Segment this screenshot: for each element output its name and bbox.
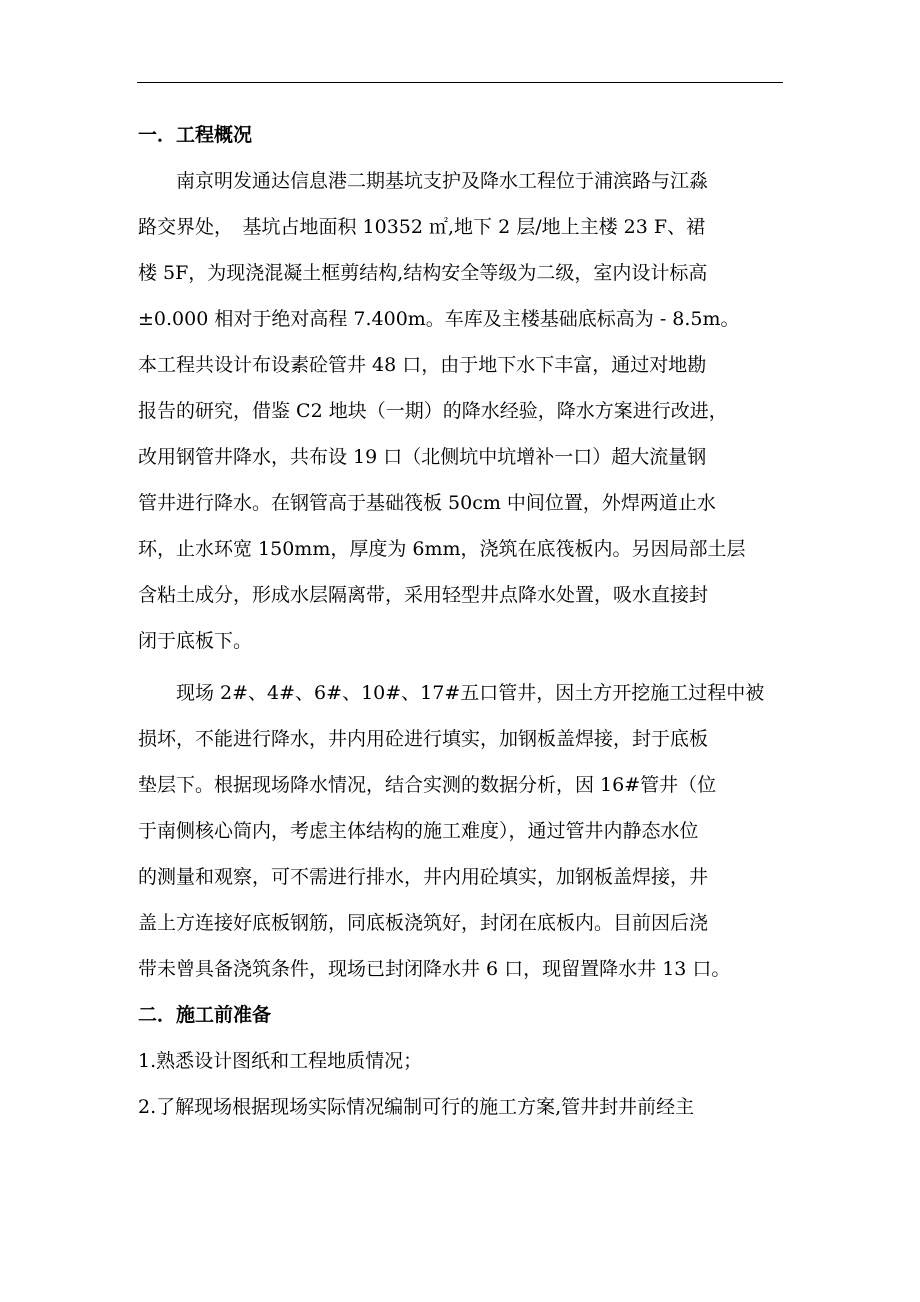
text-line: 本工程共设计布设素砼管井 48 口，由于地下水下丰富，通过对地勘 bbox=[138, 354, 707, 376]
text-line: 于南侧核心筒内，考虑主体结构的施工难度），通过管井内静态水位 bbox=[138, 820, 699, 842]
text-line: 的测量和观察，可不需进行排水，井内用砼填实，加钢板盖焊接，井 bbox=[138, 866, 709, 888]
text-line: 含粘土成分，形成水层隔离带，采用轻型井点降水处置，吸水直接封 bbox=[138, 584, 709, 606]
list-item-1 bbox=[138, 1038, 784, 1084]
text-line: 环，止水环宽 150mm，厚度为 6mm，浇筑在底筏板内。另因局部土层 bbox=[138, 538, 746, 560]
section-heading-preparation: 二．施工前准备 bbox=[138, 1004, 272, 1026]
text-line: 损坏，不能进行降水，井内用砼进行填实，加钢板盖焊接，封于底板 bbox=[138, 728, 709, 750]
text-line: 盖上方连接好底板钢筋，同底板浇筑好，封闭在底板内。目前因后浇 bbox=[138, 912, 709, 934]
list-item-2 bbox=[138, 1084, 784, 1130]
text-line: 带未曾具备浇筑条件，现场已封闭降水井 6 口，现留置降水井 13 口。 bbox=[138, 958, 731, 980]
text-line: 报告的研究，借鉴 C2 地块（一期）的降水经验，降水方案进行改进， bbox=[138, 400, 728, 422]
text-line: 路交界处， 基坑占地面积 10352 ㎡,地下 2 层/地上主楼 23 F、裙 bbox=[138, 216, 706, 238]
text-line: ±0.000 相对于绝对高程 7.400m。车库及主楼基础底标高为 - 8.5m。 bbox=[138, 308, 740, 330]
text-line: 楼 5F，为现浇混凝土框剪结构,结构安全等级为二级，室内设计标高 bbox=[138, 262, 708, 284]
paragraph-overview-2 bbox=[138, 670, 784, 992]
document-body bbox=[138, 112, 784, 1130]
section-heading-overview: 一．工程概况 bbox=[138, 124, 253, 146]
text-line: 南京明发通达信息港二期基坑支护及降水工程位于浦滨路与江淼 bbox=[176, 170, 709, 192]
text-line: 垫层下。根据现场降水情况，结合实测的数据分析，因 16#管井（位 bbox=[138, 774, 717, 796]
paragraph-overview-1 bbox=[138, 158, 784, 664]
header-rule bbox=[137, 82, 783, 83]
text-line: 改用钢管井降水，共布设 19 口（北侧坑中坑增补一口）超大流量钢 bbox=[138, 446, 707, 468]
text-line: 现场 2#、4#、6#、10#、17#五口管井，因土方开挖施工过程中被 bbox=[176, 682, 765, 704]
text-line: 闭于底板下。 bbox=[138, 630, 253, 652]
text-line: 2.了解现场根据现场实际情况编制可行的施工方案,管井封井前经主 bbox=[138, 1096, 695, 1118]
text-line: 管井进行降水。在钢管高于基础筏板 50cm 中间位置，外焊两道止水 bbox=[138, 492, 716, 514]
text-line: 1.熟悉设计图纸和工程地质情况； bbox=[138, 1050, 423, 1072]
